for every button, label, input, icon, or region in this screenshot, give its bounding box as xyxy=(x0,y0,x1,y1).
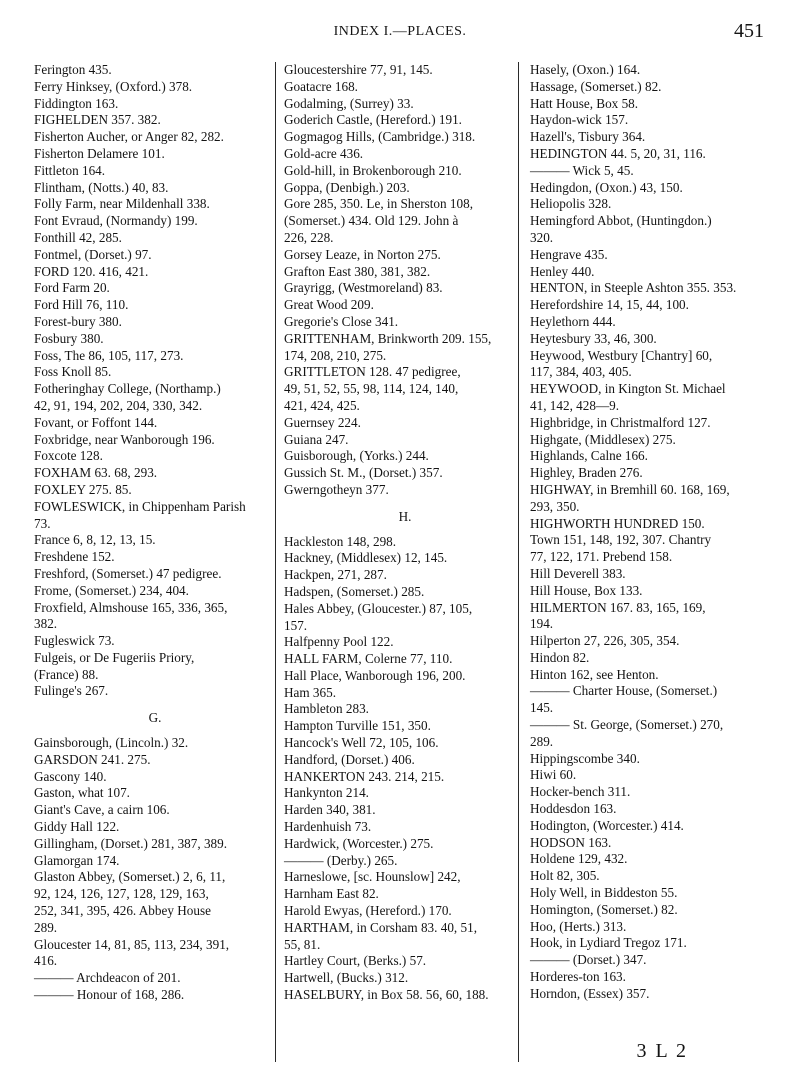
index-entry: HENTON, in Steeple Ashton 355. 353. xyxy=(530,280,737,296)
index-entry: Hodington, (Worcester.) 414. xyxy=(530,817,684,833)
index-entry: Homington, (Somerset.) 82. xyxy=(530,901,678,917)
index-entry: ——— Honour of 168, 286. xyxy=(34,987,185,1003)
index-entry: Foxbridge, near Wanborough 196. xyxy=(34,431,215,447)
index-entry: Highgate, (Middlesex) 275. xyxy=(530,431,676,447)
index-entry: 293, 350. xyxy=(530,498,580,514)
index-entry: Hadspen, (Somerset.) 285. xyxy=(284,583,425,599)
index-entry: Fulgeis, or De Fugeriis Priory, xyxy=(34,649,195,665)
index-column-1 xyxy=(34,62,276,1004)
index-entry: Hardenhuish 73. xyxy=(284,819,372,835)
index-entry: 320. xyxy=(530,229,554,245)
index-entry: Harnham East 82. xyxy=(284,886,379,902)
index-entry: 416. xyxy=(34,953,58,969)
index-entry: Hackpen, 271, 287. xyxy=(284,567,387,583)
index-entry: Gregorie's Close 341. xyxy=(284,313,399,329)
index-entry: 174, 208, 210, 275. xyxy=(284,347,387,363)
index-entry: Holt 82, 305. xyxy=(530,868,600,884)
index-entry: 73. xyxy=(34,515,51,531)
index-entry: Gascony 140. xyxy=(34,768,107,784)
index-entry: Hassage, (Somerset.) 82. xyxy=(530,78,662,94)
index-entry: Gogmagog Hills, (Cambridge.) 318. xyxy=(284,129,476,145)
index-entry: Fonthill 42, 285. xyxy=(34,229,122,245)
index-entry: Henley 440. xyxy=(530,263,595,279)
index-entry: Hankynton 214. xyxy=(284,785,369,801)
index-entry: Foss Knoll 85. xyxy=(34,364,112,380)
index-entry: Heywood, Westbury [Chantry] 60, xyxy=(530,347,713,363)
index-entry: HIGHWAY, in Bremhill 60. 168, 169, xyxy=(530,481,730,497)
index-entry: Ferington 435. xyxy=(34,62,112,77)
index-entry: Hardwick, (Worcester.) 275. xyxy=(284,835,434,851)
index-entry: Grafton East 380, 381, 382. xyxy=(284,263,431,279)
index-entry: Hambleton 283. xyxy=(284,701,369,717)
index-entry: Hinton 162, see Henton. xyxy=(530,666,659,682)
index-entry: Fisherton Aucher, or Anger 82, 282. xyxy=(34,129,224,145)
index-entry: Gorsey Leaze, in Norton 275. xyxy=(284,246,441,262)
index-entry: Font Evraud, (Normandy) 199. xyxy=(34,213,198,229)
index-entry: 226, 228. xyxy=(284,229,334,245)
index-entry: 194. xyxy=(530,616,554,632)
index-entry: Heliopolis 328. xyxy=(530,196,612,212)
index-entry: Holy Well, in Biddeston 55. xyxy=(530,885,678,901)
index-entry: Hampton Turville 151, 350. xyxy=(284,718,431,734)
index-entry: Foxcote 128. xyxy=(34,448,103,464)
index-entry: Hiwi 60. xyxy=(530,767,577,783)
index-entry: HEDINGTON 44. 5, 20, 31, 116. xyxy=(530,145,706,161)
index-entry: Gainsborough, (Lincoln.) 32. xyxy=(34,735,189,751)
index-entry: 252, 341, 395, 426. Abbey House xyxy=(34,903,211,919)
index-entry: Gore 285, 350. Le, in Sherston 108, xyxy=(284,196,473,212)
index-entry: 55, 81. xyxy=(284,936,321,952)
index-entry: 289. xyxy=(530,733,554,749)
page-header xyxy=(30,20,770,50)
index-entry: FIGHELDEN 357. 382. xyxy=(34,112,161,128)
index-entry: Hartwell, (Bucks.) 312. xyxy=(284,970,409,986)
index-entry: Hedingdon, (Oxon.) 43, 150. xyxy=(530,179,683,195)
index-entry: Fulinge's 267. xyxy=(34,683,109,699)
index-entry: ——— (Dorset.) 347. xyxy=(530,952,647,968)
index-entry: Godalming, (Surrey) 33. xyxy=(284,95,414,111)
signature-mark: 3 L 2 xyxy=(636,1040,688,1062)
index-entry: Ford Hill 76, 110. xyxy=(34,297,129,313)
page-number: 451 xyxy=(734,20,764,42)
index-entry: 382. xyxy=(34,616,58,632)
index-entry: Hancock's Well 72, 105, 106. xyxy=(284,735,439,751)
index-entry: HILMERTON 167. 83, 165, 169, xyxy=(530,599,706,615)
index-entry: Fittleton 164. xyxy=(34,162,106,178)
index-entry: Town 151, 148, 192, 307. Chantry xyxy=(530,532,712,548)
index-entry: Hill House, Box 133. xyxy=(530,582,643,598)
index-entry: Hengrave 435. xyxy=(530,246,608,262)
index-entry: 49, 51, 52, 55, 98, 114, 124, 140, xyxy=(284,381,459,397)
index-entry: Hoddesdon 163. xyxy=(530,801,617,817)
index-entry: Great Wood 209. xyxy=(284,297,374,313)
index-entry: Hilperton 27, 226, 305, 354. xyxy=(530,633,680,649)
index-entry: Holdene 129, 432. xyxy=(530,851,628,867)
index-entry: HALL FARM, Colerne 77, 110. xyxy=(284,651,453,667)
index-entry: 77, 122, 171. Prebend 158. xyxy=(530,549,673,565)
index-entry: Giant's Cave, a cairn 106. xyxy=(34,802,170,818)
index-column-3 xyxy=(530,62,772,1003)
index-entry: Flintham, (Notts.) 40, 83. xyxy=(34,179,169,195)
index-entry: Harold Ewyas, (Hereford.) 170. xyxy=(284,903,452,919)
index-entry: Guernsey 224. xyxy=(284,414,361,430)
index-entry: Gold-hill, in Brokenborough 210. xyxy=(284,162,462,178)
index-entry: Hoo, (Herts.) 313. xyxy=(530,918,627,934)
index-entry: 145. xyxy=(530,700,554,716)
index-entry: Hasely, (Oxon.) 164. xyxy=(530,62,641,77)
index-entry: Folly Farm, near Mildenhall 338. xyxy=(34,196,210,212)
index-entry: Hackleston 148, 298. xyxy=(284,533,397,549)
index-entry: Horderes-ton 163. xyxy=(530,969,626,985)
section-letter-heading: G. xyxy=(148,710,162,726)
index-entry: Horndon, (Essex) 357. xyxy=(530,985,650,1001)
index-entry: HANKERTON 243. 214, 215. xyxy=(284,768,445,784)
index-entry: Giddy Hall 122. xyxy=(34,819,120,835)
index-entry: Goppa, (Denbigh.) 203. xyxy=(284,179,410,195)
section-letter-heading: H. xyxy=(398,508,412,524)
index-entry: (Somerset.) 434. Old 129. John à xyxy=(284,213,459,229)
index-entry: Hazell's, Tisbury 364. xyxy=(530,129,646,145)
index-entry: Ham 365. xyxy=(284,684,337,700)
index-entry: ——— (Derby.) 265. xyxy=(284,852,398,868)
index-entry: Gloucester 14, 81, 85, 113, 234, 391, xyxy=(34,936,230,952)
index-entry: Grayrigg, (Westmoreland) 83. xyxy=(284,280,443,296)
index-entry: HEYWOOD, in Kington St. Michael xyxy=(530,381,726,397)
index-entry: France 6, 8, 12, 13, 15. xyxy=(34,532,156,548)
index-entry: 157. xyxy=(284,617,308,633)
index-entry: Goderich Castle, (Hereford.) 191. xyxy=(284,112,462,128)
index-entry: ——— Charter House, (Somerset.) xyxy=(530,683,718,699)
index-entry: 92, 124, 126, 127, 128, 129, 163, xyxy=(34,886,209,902)
index-entry: 41, 142, 428—9. xyxy=(530,397,620,413)
index-entry: Freshdene 152. xyxy=(34,549,115,565)
index-entry: HASELBURY, in Box 58. 56, 60, 188. xyxy=(284,987,489,1003)
index-entry: Highbridge, in Christmalford 127. xyxy=(530,414,711,430)
index-entry: Foss, The 86, 105, 117, 273. xyxy=(34,347,184,363)
index-entry: Gwerngotheyn 377. xyxy=(284,481,389,497)
index-entry: Fosbury 380. xyxy=(34,330,104,346)
index-entry: Fovant, or Foffont 144. xyxy=(34,414,158,430)
index-entry: ——— Archdeacon of 201. xyxy=(34,970,181,986)
index-entry: GRITTENHAM, Brinkworth 209. 155, xyxy=(284,330,492,346)
index-entry: Hippingscombe 340. xyxy=(530,750,640,766)
index-entry: Goatacre 168. xyxy=(284,78,358,94)
index-entry: Hatt House, Box 58. xyxy=(530,95,639,111)
index-entry: FOWLESWICK, in Chippenham Parish xyxy=(34,498,246,514)
index-entry: Forest-bury 380. xyxy=(34,313,122,329)
index-entry: Guisborough, (Yorks.) 244. xyxy=(284,448,429,464)
index-entry: Gaston, what 107. xyxy=(34,785,130,801)
index-entry: Hales Abbey, (Gloucester.) 87, 105, xyxy=(284,600,473,616)
index-entry: Hackney, (Middlesex) 12, 145. xyxy=(284,550,448,566)
index-entry: Ford Farm 20. xyxy=(34,280,110,296)
index-column-2 xyxy=(284,62,526,1004)
index-entry: Halfpenny Pool 122. xyxy=(284,634,394,650)
index-entry: GARSDON 241. 275. xyxy=(34,751,151,767)
index-entry: HARTHAM, in Corsham 83. 40, 51, xyxy=(284,919,477,935)
index-entry: Hindon 82. xyxy=(530,649,590,665)
index-entry: Haydon-wick 157. xyxy=(530,112,629,128)
index-entry: Fiddington 163. xyxy=(34,95,119,111)
index-entry: Glaston Abbey, (Somerset.) 2, 6, 11, xyxy=(34,869,226,885)
index-entry: Harden 340, 381. xyxy=(284,802,376,818)
index-entry: Hemingford Abbot, (Huntingdon.) xyxy=(530,213,712,229)
index-entry: Gloucestershire 77, 91, 145. xyxy=(284,62,433,77)
index-entry: Herefordshire 14, 15, 44, 100. xyxy=(530,297,689,313)
index-entry: (France) 88. xyxy=(34,666,99,682)
index-entry: Hook, in Lydiard Tregoz 171. xyxy=(530,935,687,951)
index-entry: Glamorgan 174. xyxy=(34,852,120,868)
index-entry: ——— St. George, (Somerset.) 270, xyxy=(530,717,724,733)
index-entry: FOXLEY 275. 85. xyxy=(34,481,132,497)
index-entry: Freshford, (Somerset.) 47 pedigree. xyxy=(34,565,222,581)
index-entry: Heylethorn 444. xyxy=(530,313,616,329)
index-entry: Fotheringhay College, (Northamp.) xyxy=(34,381,221,397)
index-entry: Handford, (Dorset.) 406. xyxy=(284,751,415,767)
running-title: INDEX I.—PLACES. xyxy=(333,24,467,39)
index-entry: Guiana 247. xyxy=(284,431,349,447)
index-entry: Froxfield, Almshouse 165, 336, 365, xyxy=(34,599,228,615)
index-entry: 117, 384, 403, 405. xyxy=(530,364,632,380)
index-entry: Hall Place, Wanborough 196, 200. xyxy=(284,667,466,683)
index-entry: Fontmel, (Dorset.) 97. xyxy=(34,246,152,262)
index-entry: Highlands, Calne 166. xyxy=(530,448,648,464)
index-entry: Frome, (Somerset.) 234, 404. xyxy=(34,582,189,598)
index-entry: Heytesbury 33, 46, 300. xyxy=(530,330,657,346)
index-entry: HIGHWORTH HUNDRED 150. xyxy=(530,515,705,531)
index-entry: Highley, Braden 276. xyxy=(530,465,643,481)
index-entry: Harneslowe, [sc. Hounslow] 242, xyxy=(284,869,461,885)
index-entry: FORD 120. 416, 421. xyxy=(34,263,149,279)
index-entry: 421, 424, 425. xyxy=(284,397,360,413)
index-entry: HODSON 163. xyxy=(530,834,612,850)
index-entry: 289. xyxy=(34,919,58,935)
index-entry: FOXHAM 63. 68, 293. xyxy=(34,465,158,481)
index-entry: Hill Deverell 383. xyxy=(530,565,626,581)
index-entry: Gold-acre 436. xyxy=(284,145,364,161)
index-entry: Fugleswick 73. xyxy=(34,633,115,649)
index-entry: 42, 91, 194, 202, 204, 330, 342. xyxy=(34,397,203,413)
index-entry: Hartley Court, (Berks.) 57. xyxy=(284,953,427,969)
index-entry: Hocker-bench 311. xyxy=(530,784,631,800)
index-entry: Gillingham, (Dorset.) 281, 387, 389. xyxy=(34,835,228,851)
index-entry: Fisherton Delamere 101. xyxy=(34,145,165,161)
index-entry: Gussich St. M., (Dorset.) 357. xyxy=(284,465,443,481)
index-entry: GRITTLETON 128. 47 pedigree, xyxy=(284,364,461,380)
index-entry: Ferry Hinksey, (Oxford.) 378. xyxy=(34,78,193,94)
index-entry: ——— Wick 5, 45. xyxy=(530,162,634,178)
